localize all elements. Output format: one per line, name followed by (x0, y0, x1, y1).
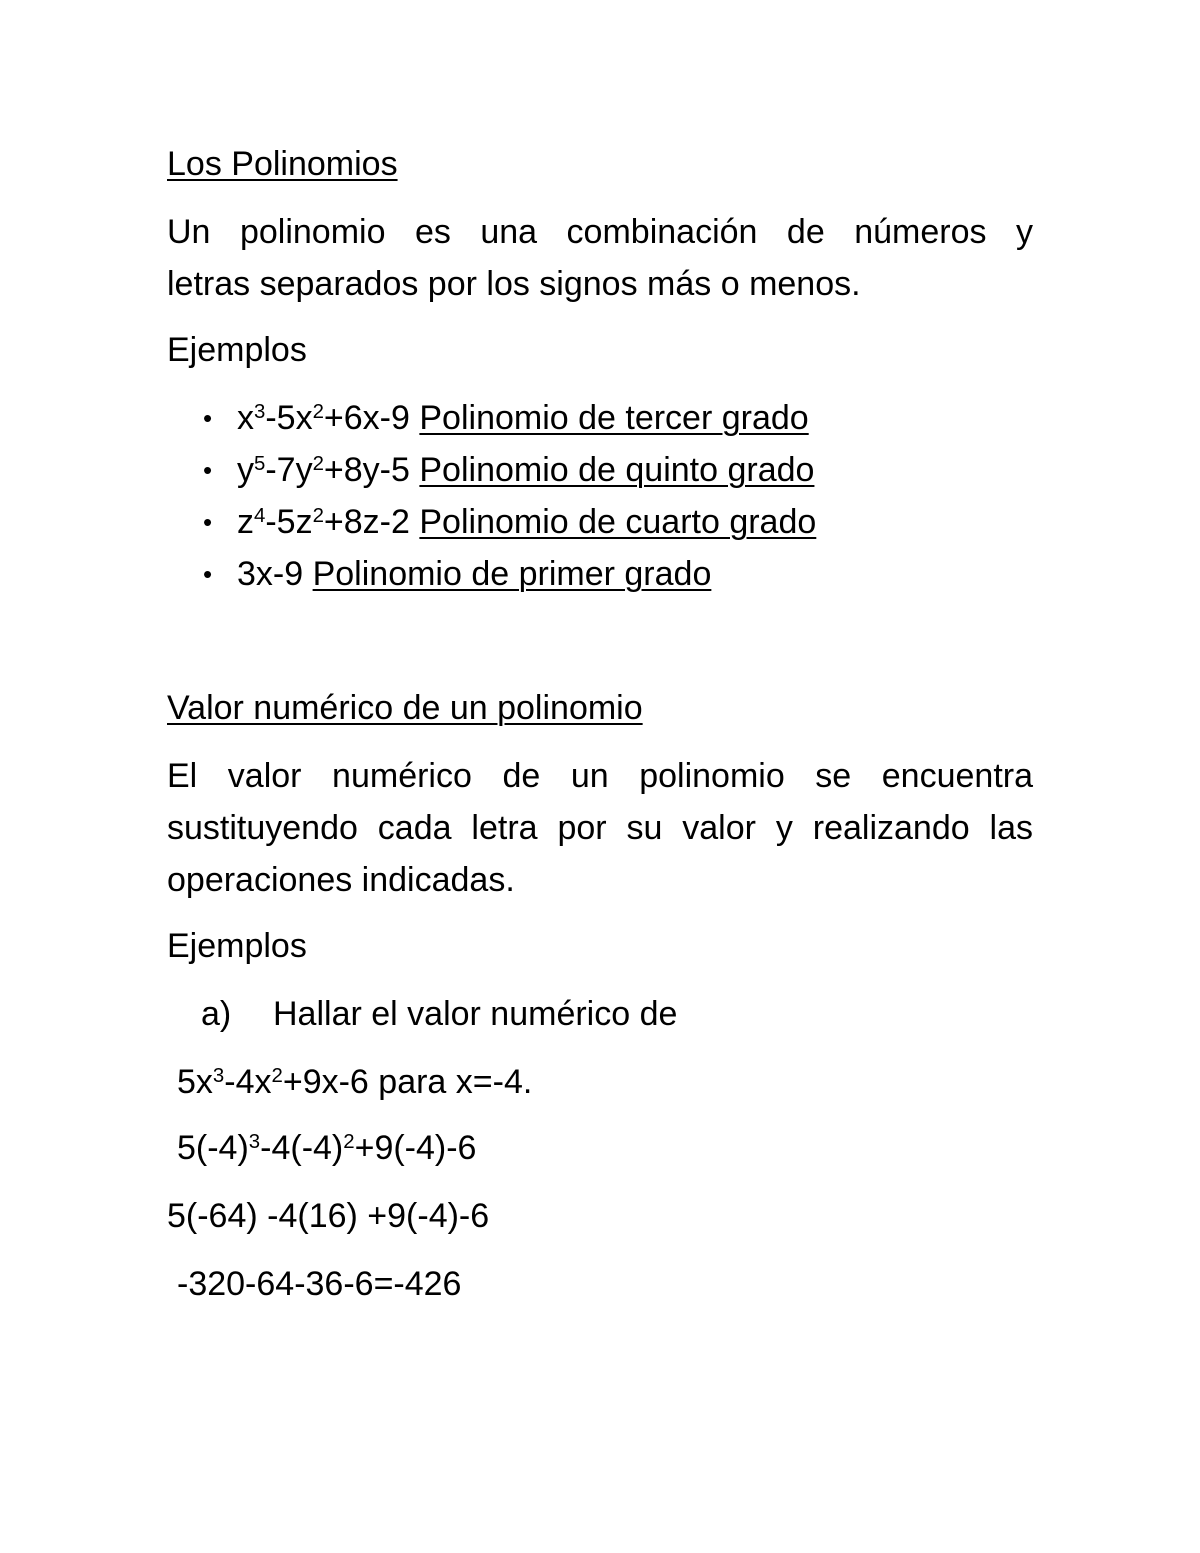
explanation-line-1: El valor numérico de un polinomio se encuentra (167, 757, 1033, 795)
equation-step-3: 5(-64) -4(16) +9(-4)-6 (167, 1197, 490, 1235)
examples-label-2: Ejemplos (167, 927, 307, 965)
definition-line-2: letras separados por los signos más o menos. (167, 265, 861, 303)
item-label: Polinomio de cuarto grado (419, 503, 817, 541)
list-item: • $x^3-5x^2+6x-9$ Polinomio de tercer grado (203, 399, 809, 437)
item-label: Polinomio de quinto grado (419, 451, 815, 489)
item-label: Polinomio de tercer grado (419, 399, 809, 437)
examples-label-1: Ejemplos (167, 331, 307, 369)
equation-step-1: $5x^3-4x^2+9x-6$ para x=-4. (177, 1063, 533, 1101)
list-item: • 3x-9 Polinomio de primer grado (203, 555, 712, 593)
bullet-icon: • (203, 559, 213, 589)
list-item: • $y^5-7y^2+8y-5$ Polinomio de quinto grado (203, 451, 815, 489)
section-title-polinomios: Los Polinomios (167, 145, 398, 183)
bullet-icon: • (203, 455, 213, 485)
example-a (201, 994, 677, 1034)
item-marker: a) (201, 995, 232, 1033)
list-item: • $z^4-5z^2+8z-2$ Polinomio de cuarto grado (203, 503, 817, 541)
item-text: Hallar el valor numérico de (273, 995, 678, 1033)
explanation-line-2: sustituyendo cada letra por su valor y realizando las (167, 809, 1033, 847)
item-label: Polinomio de primer grado (312, 555, 712, 593)
definition-line-1: Un polinomio es una combinación de números y (167, 213, 1033, 251)
section-title-valor-numerico: Valor numérico de un polinomio (167, 689, 643, 727)
explanation-line-3: operaciones indicadas. (167, 861, 515, 899)
document-page (167, 0, 1033, 1553)
equation-step-4: -320-64-36-6=-426 (177, 1265, 462, 1303)
bullet-icon: • (203, 403, 213, 433)
equation-step-2: $5(-4)^3-4(-4)^2+9(-4)-6$ (177, 1129, 477, 1167)
bullet-icon: • (203, 507, 213, 537)
